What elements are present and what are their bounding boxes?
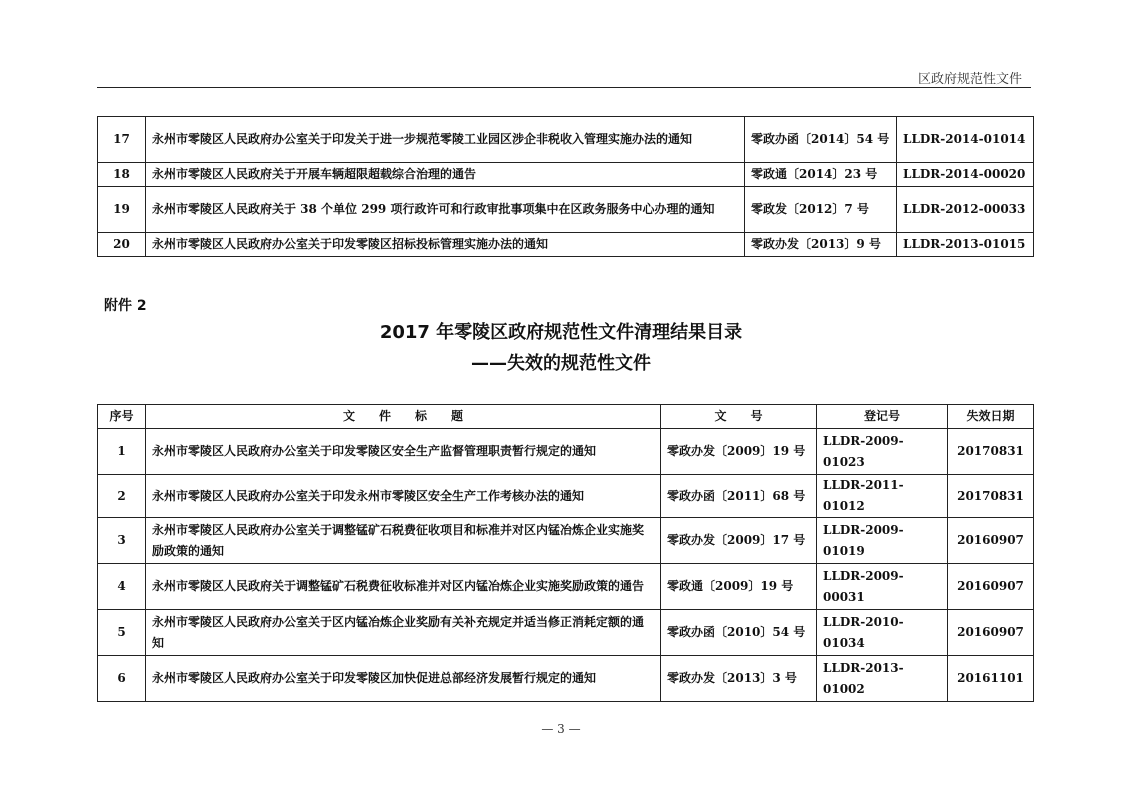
registration-number: LLDR-2011-01012 bbox=[817, 475, 948, 518]
document-title: 永州市零陵区人民政府办公室关于印发零陵区招标投标管理实施办法的通知 bbox=[146, 233, 745, 257]
document-title: 永州市零陵区人民政府办公室关于印发零陵区加快促进总部经济发展暂行规定的通知 bbox=[146, 656, 661, 702]
header-doc-no: 文 号 bbox=[661, 405, 817, 429]
document-number: 零政通〔2009〕19 号 bbox=[661, 564, 817, 610]
expired-documents-table bbox=[97, 404, 1034, 702]
header-title: 文 件 标 题 bbox=[146, 405, 661, 429]
registration-number: LLDR-2009-01019 bbox=[817, 518, 948, 564]
header-expiry: 失效日期 bbox=[948, 405, 1034, 429]
table-row bbox=[98, 656, 1034, 702]
registration-number: LLDR-2013-01002 bbox=[817, 656, 948, 702]
header-rule bbox=[97, 87, 1031, 88]
continued-document-table bbox=[97, 116, 1034, 257]
row-number: 4 bbox=[98, 564, 146, 610]
table-row bbox=[98, 429, 1034, 475]
document-title: 永州市零陵区人民政府办公室关于区内锰冶炼企业奖励有关补充规定并适当修正消耗定额的通知 bbox=[146, 610, 661, 656]
registration-number: LLDR-2014-01014 bbox=[897, 117, 1034, 163]
registration-number: LLDR-2010-01034 bbox=[817, 610, 948, 656]
row-number: 20 bbox=[98, 233, 146, 257]
document-number: 零政办发〔2013〕3 号 bbox=[661, 656, 817, 702]
document-number: 零政办函〔2014〕54 号 bbox=[745, 117, 897, 163]
page-subtitle: ——失效的规范性文件 bbox=[471, 353, 651, 374]
document-title: 永州市零陵区人民政府办公室关于印发永州市零陵区安全生产工作考核办法的通知 bbox=[146, 475, 661, 518]
registration-number: LLDR-2013-01015 bbox=[897, 233, 1034, 257]
row-number: 5 bbox=[98, 610, 146, 656]
row-number: 3 bbox=[98, 518, 146, 564]
table-row bbox=[98, 518, 1034, 564]
table-header-row bbox=[98, 405, 1034, 429]
row-number: 18 bbox=[98, 163, 146, 187]
document-title: 永州市零陵区人民政府办公室关于印发关于进一步规范零陵工业园区涉企非税收入管理实施办法的通知 bbox=[146, 117, 745, 163]
document-number: 零政发〔2012〕7 号 bbox=[745, 187, 897, 233]
attachment-label: 附件 2 bbox=[104, 298, 147, 314]
document-number: 零政办发〔2009〕19 号 bbox=[661, 429, 817, 475]
table-row bbox=[98, 564, 1034, 610]
table-row bbox=[98, 117, 1034, 163]
registration-number: LLDR-2014-00020 bbox=[897, 163, 1034, 187]
header-reg-no: 登记号 bbox=[817, 405, 948, 429]
expiry-date: 20160907 bbox=[948, 564, 1034, 610]
row-number: 1 bbox=[98, 429, 146, 475]
table-row bbox=[98, 610, 1034, 656]
running-header: 区政府规范性文件 bbox=[917, 72, 1022, 87]
document-number: 零政办函〔2010〕54 号 bbox=[661, 610, 817, 656]
table-row bbox=[98, 475, 1034, 518]
document-number: 零政办函〔2011〕68 号 bbox=[661, 475, 817, 518]
row-number: 19 bbox=[98, 187, 146, 233]
table-row bbox=[98, 163, 1034, 187]
document-title: 永州市零陵区人民政府办公室关于调整锰矿石税费征收项目和标准并对区内锰冶炼企业实施奖励政策的通知 bbox=[146, 518, 661, 564]
row-number: 2 bbox=[98, 475, 146, 518]
header-no: 序号 bbox=[98, 405, 146, 429]
expiry-date: 20160907 bbox=[948, 518, 1034, 564]
table-row bbox=[98, 233, 1034, 257]
page-number: — 3 — bbox=[541, 722, 581, 736]
row-number: 17 bbox=[98, 117, 146, 163]
document-title: 永州市零陵区人民政府关于开展车辆超限超载综合治理的通告 bbox=[146, 163, 745, 187]
registration-number: LLDR-2009-01023 bbox=[817, 429, 948, 475]
row-number: 6 bbox=[98, 656, 146, 702]
table-row bbox=[98, 187, 1034, 233]
expiry-date: 20170831 bbox=[948, 475, 1034, 518]
expiry-date: 20160907 bbox=[948, 610, 1034, 656]
registration-number: LLDR-2009-00031 bbox=[817, 564, 948, 610]
document-title: 永州市零陵区人民政府关于 38 个单位 299 项行政许可和行政审批事项集中在区政务服务中心办理的通知 bbox=[146, 187, 745, 233]
expiry-date: 20170831 bbox=[948, 429, 1034, 475]
document-number: 零政办发〔2013〕9 号 bbox=[745, 233, 897, 257]
registration-number: LLDR-2012-00033 bbox=[897, 187, 1034, 233]
document-number: 零政办发〔2009〕17 号 bbox=[661, 518, 817, 564]
document-title: 永州市零陵区人民政府关于调整锰矿石税费征收标准并对区内锰冶炼企业实施奖励政策的通告 bbox=[146, 564, 661, 610]
document-number: 零政通〔2014〕23 号 bbox=[745, 163, 897, 187]
expiry-date: 20161101 bbox=[948, 656, 1034, 702]
document-title: 永州市零陵区人民政府办公室关于印发零陵区安全生产监督管理职责暂行规定的通知 bbox=[146, 429, 661, 475]
page-title: 2017 年零陵区政府规范性文件清理结果目录 bbox=[379, 322, 743, 343]
